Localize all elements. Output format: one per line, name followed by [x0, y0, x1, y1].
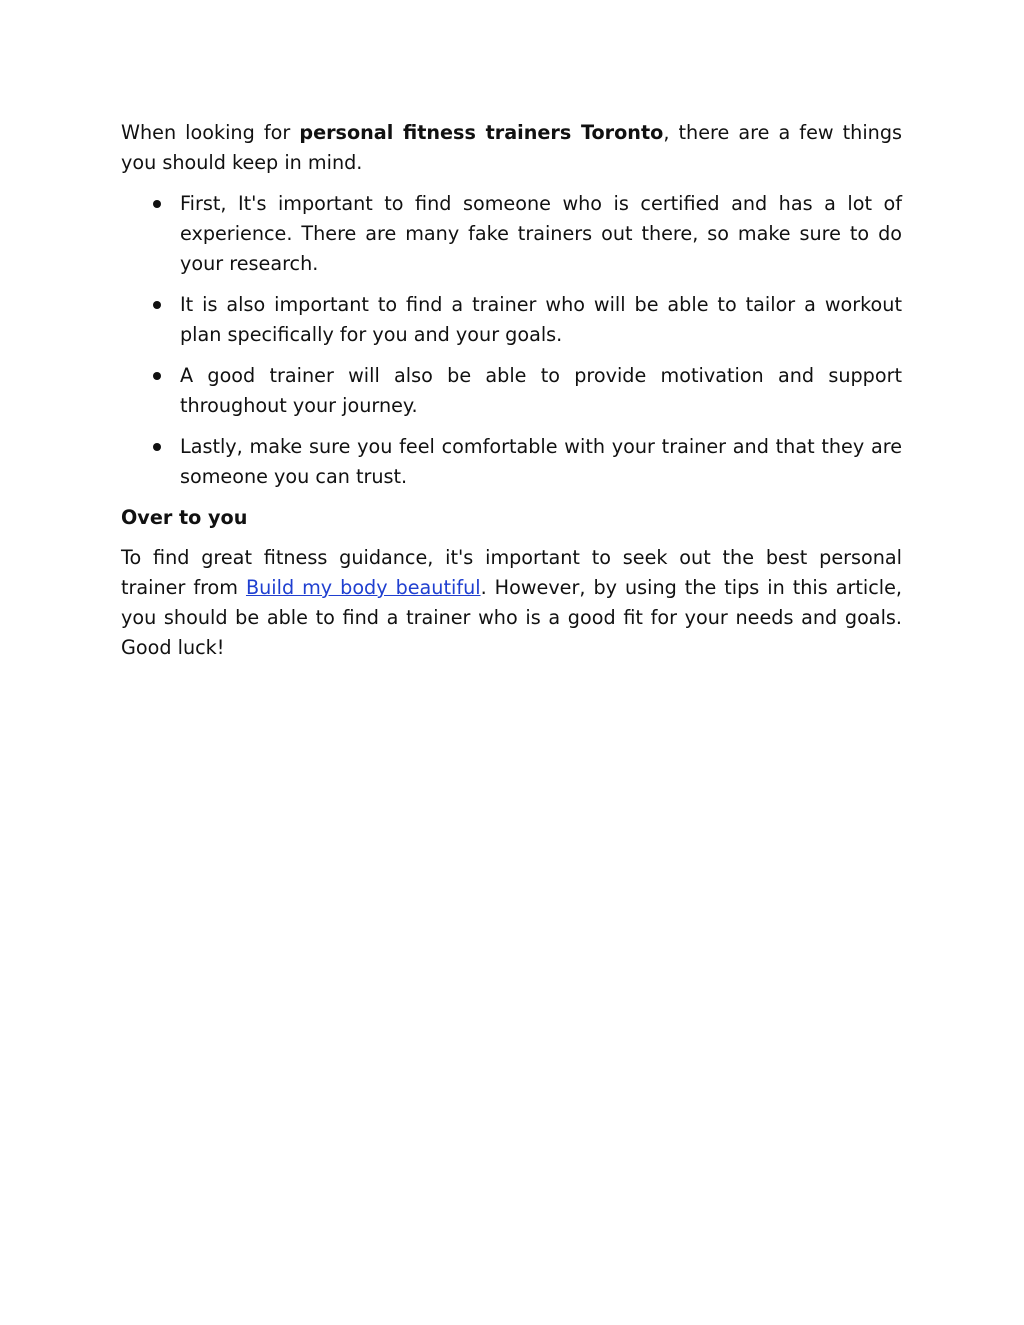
tip-text-1: First, It's important to find someone who is certified and has a lot of experience. There are many fake trainers out there, so make sure to do your research.: [180, 192, 902, 275]
tip-text-2: It is also important to find a trainer who will be able to tailor a workout plan specifically for you and your goals.: [180, 293, 902, 346]
tip-text-4: Lastly, make sure you feel comfortable with your trainer and that they are someone you can trust.: [180, 435, 902, 488]
intro-paragraph: [121, 118, 902, 178]
tip-item-2: [121, 290, 902, 350]
conclusion-text-end: . However, by using the tips in this article, you should be able to find a trainer who is a good fit for your needs and goals. Good luck!: [121, 576, 902, 659]
intro-text-end: , there are a few things you should keep in mind.: [121, 121, 902, 174]
tips-list: [121, 189, 902, 492]
tip-item-1: [121, 189, 902, 279]
bullet-icon: [153, 372, 161, 380]
build-my-body-beautiful-link[interactable]: Build my body beautiful: [245, 576, 481, 599]
tip-item-4: [121, 432, 902, 492]
intro-keyword: personal fitness trainers Toronto: [299, 121, 664, 144]
tip-text-3: A good trainer will also be able to provide motivation and support throughout your journey.: [180, 364, 902, 417]
tip-item-3: [121, 361, 902, 421]
document-page: [121, 118, 902, 663]
bullet-icon: [153, 200, 161, 208]
intro-text-start: When looking for: [121, 121, 300, 144]
section-heading: Over to you: [121, 506, 248, 529]
bullet-icon: [153, 301, 161, 309]
conclusion-text-start: To find great fitness guidance, it's important to seek out the best personal trainer from: [121, 546, 902, 599]
conclusion-paragraph: [121, 543, 902, 663]
bullet-icon: [153, 443, 161, 451]
